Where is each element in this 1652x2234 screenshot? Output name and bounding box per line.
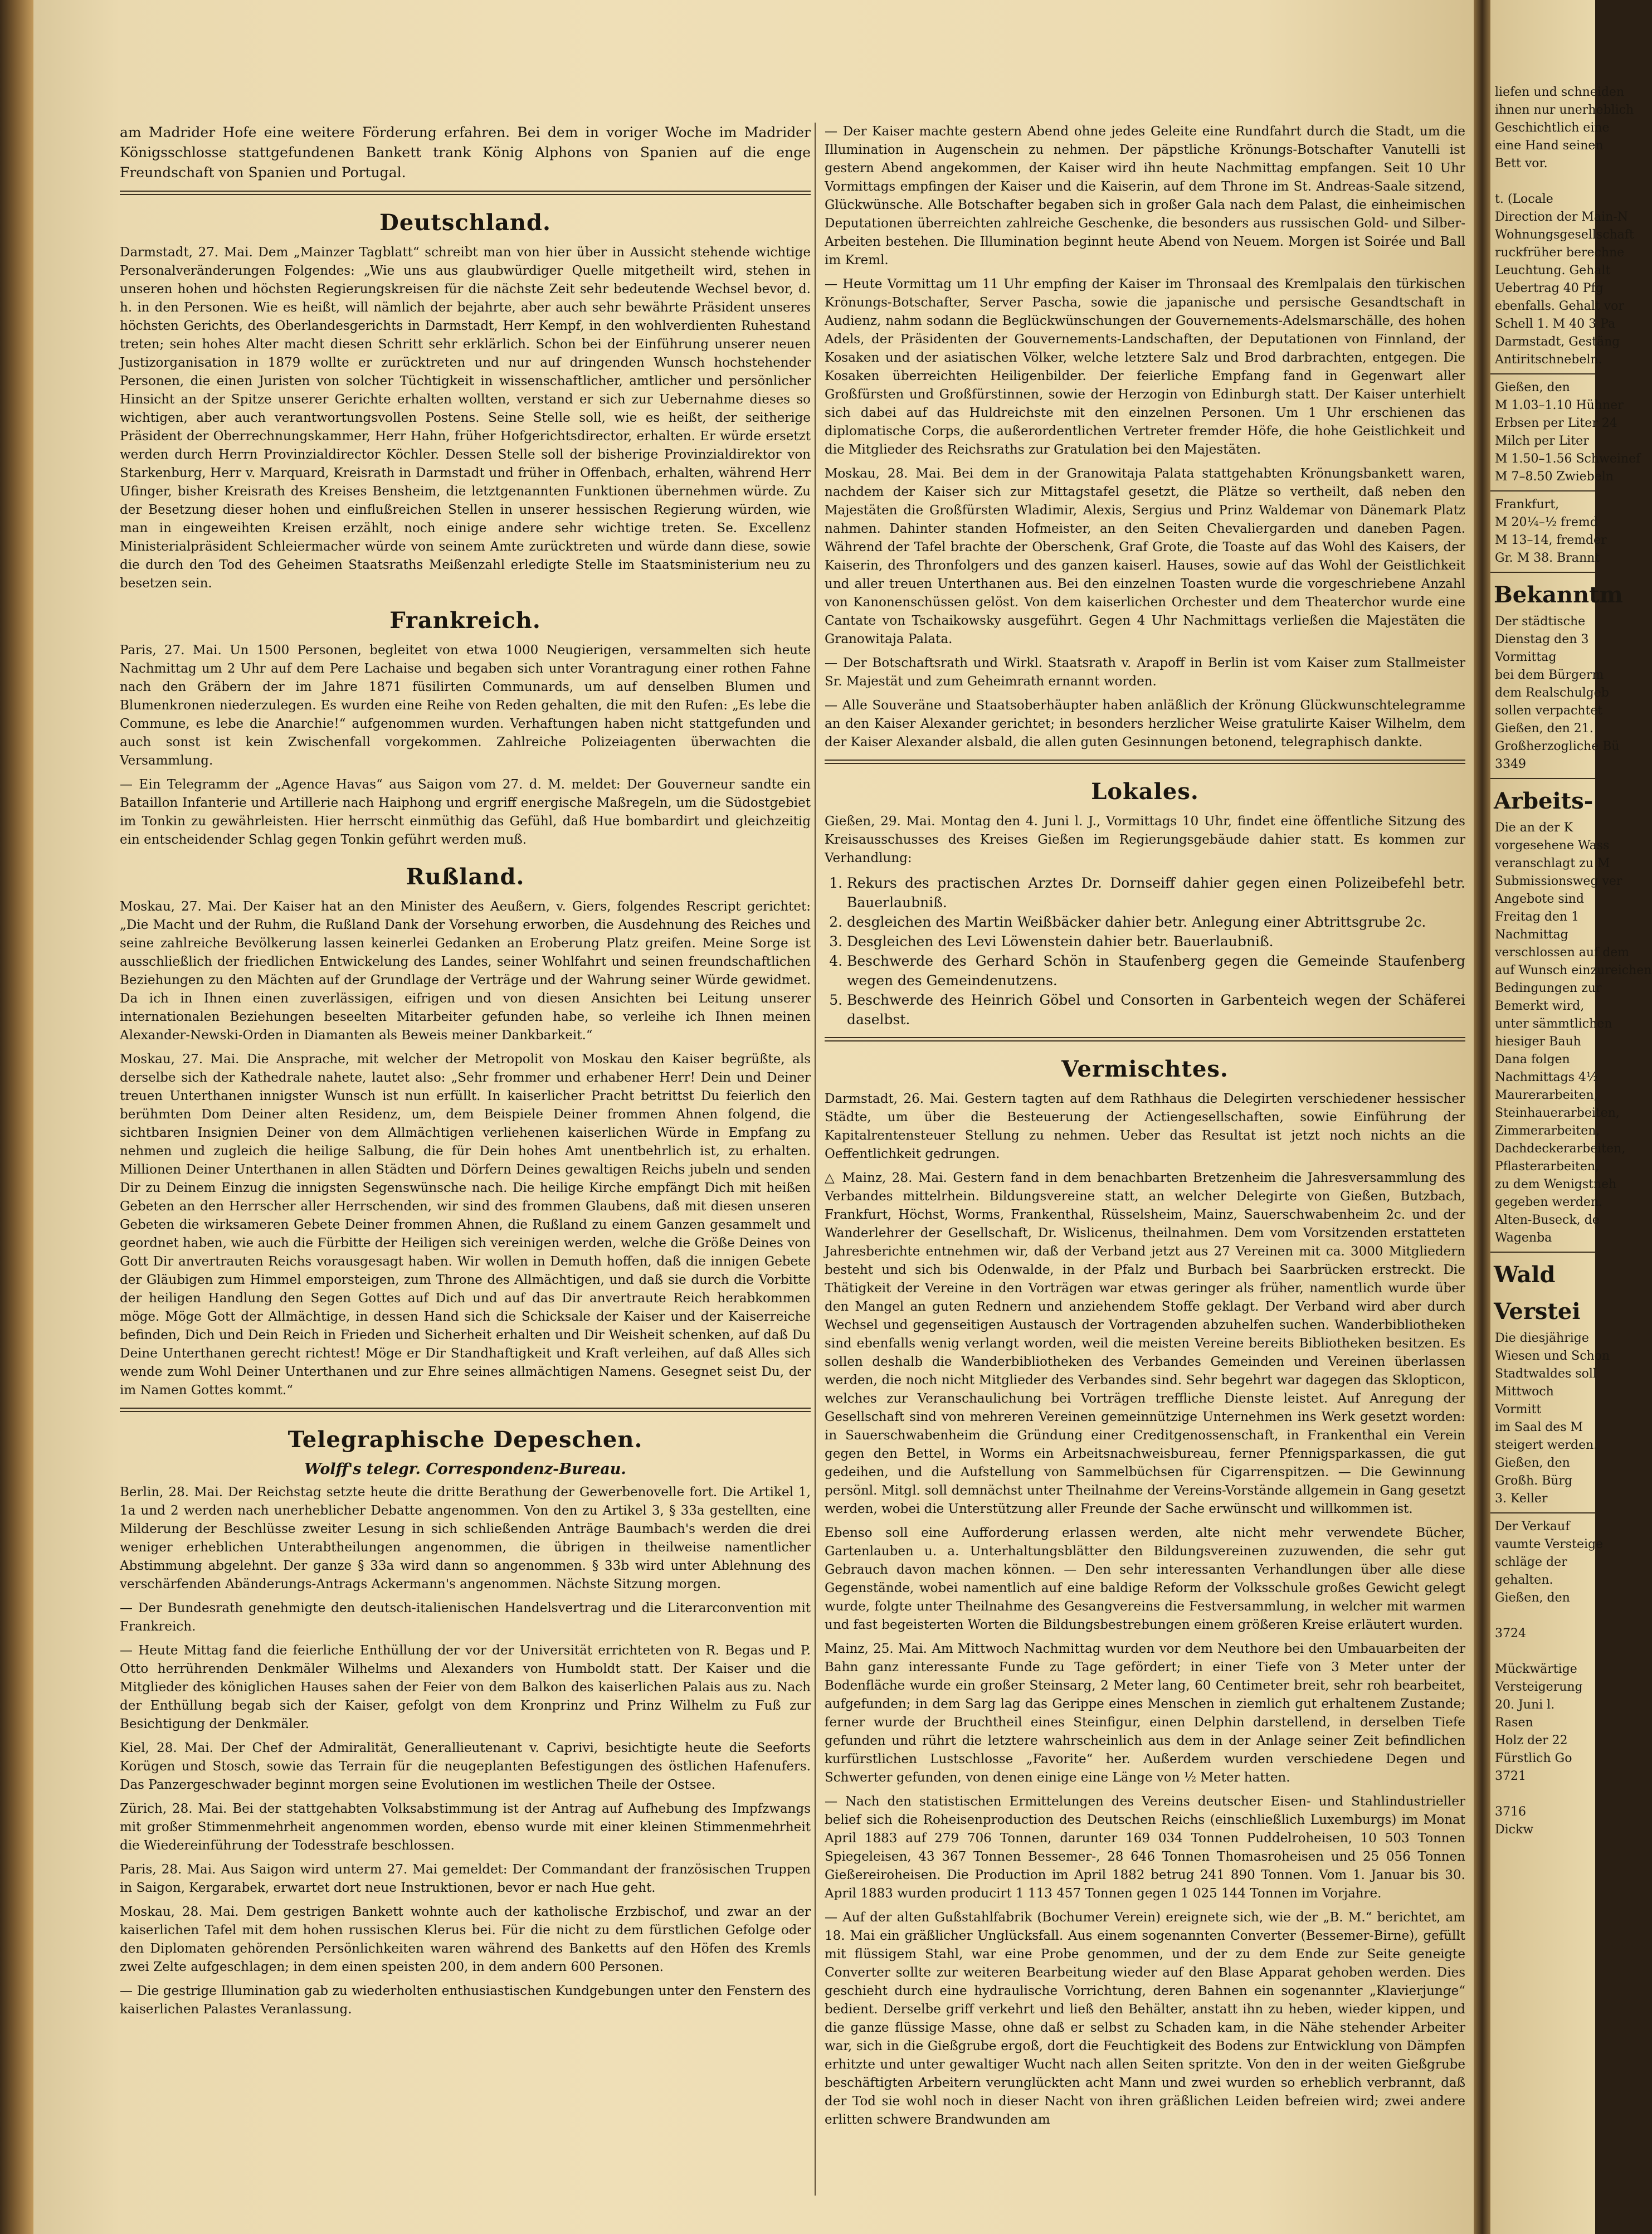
adjacent-text-line: Freitag den 1 (1495, 910, 1580, 924)
adjacent-text-line: Dachdeckerarbeiten, (1495, 1142, 1626, 1156)
adjacent-arbeits-lines (1490, 819, 1652, 1247)
list-item: 5. Beschwerde des Heinrich Göbel und Consorten in Garbenteich wegen der Schäferei daselbst. (847, 990, 1465, 1029)
adjacent-text-line: Frankfurt, (1495, 498, 1560, 512)
adjacent-rule (1490, 1252, 1595, 1253)
adjacent-rule (1490, 572, 1595, 573)
adjacent-text-line: 3. Keller (1495, 1492, 1548, 1506)
adjacent-rule (1490, 373, 1595, 374)
article-granowitaja: Moskau, 28. Mai. Bei dem in der Granowitaja Palata stattgehabten Krönungsbankett waren, nachdem der Kaiser sich zur Mittagstafel gesetzt, die Plätze so vertheilt, daß neben den Majestäten die Großfürsten Wladimir, Alexis, Sergius und Prinz Waldemar von Dänemark Platz nahmen. Dahinter standen Hofmeister, an den Seiten Chevaliergarden und daneben Pagen. Während der Tafel brachte der Oberschenk, Graf Grote, die Toaste auf das Wohl des Kaisers, der Kaiserin, des Thronfolgers und des ganzen kaiserl. Hauses, sowie auf das Wohl der Geistlichkeit und aller treuen Unterthanen aus. Bei den einzelnen Toasten wurde die vorgeschriebene Anzahl von Kanonenschüssen gelöst. Von dem kaiserlichen Orchester und dem Theaterchor wurde eine Cantate von Tschaikowsky ausgeführt. Gegen 4 Uhr Nachmittags verließen die Majestäten die Granowitaja Palata. (825, 466, 1465, 646)
telegram-paris: Paris, 28. Mai. Aus Saigon wird unterm 27. Mai gemeldet: Der Commandant der französischen Truppen in Saigon, Kergarabek, erwartet dort neue Instruktionen, bevor er nach Hue geht. (120, 1862, 811, 1895)
adjacent-text-line: ebenfalls. Gehalt vor (1495, 299, 1624, 313)
adjacent-bekanntm-lines (1490, 613, 1620, 773)
adjacent-verstei-lines (1490, 1330, 1610, 1508)
article-paris-2: — Ein Telegramm der „Agence Havas“ aus Saigon vom 27. d. M. meldet: Der Gouverneur sandte ein Bataillon Infanterie und Artillerie nach Haiphong und ergriff energische Maßregeln, um die Südostgebiet im Tonkin zu gewährleisten. Hier herrscht einmüthig das Gefühl, daß Hue bombardirt und gleichzeitig ein entscheidender Schlag gegen Tonkin geführt werden muß. (120, 777, 811, 847)
adjacent-rule (1490, 490, 1595, 491)
adjacent-text-line: vaumte Versteige (1495, 1537, 1604, 1551)
article-paris-1: Paris, 27. Mai. Un 1500 Personen, begleitet von etwa 1000 Neugierigen, versammelten sich heute Nachmittag um 2 Uhr auf dem Pere Lachaise und begaben sich unter Vorantragung einer rothen Fahne nach den Gräbern der im Jahre 1871 füsilirten Communards, um auf denselben Blumen und Blumenkronen niederzulegen. Es wurden eine Reihe von Reden gehalten, die mit den Rufen: „Es lebe die Commune, es lebe die Anarchie!“ aufgenommen wurden. Verhaftungen haben nicht stattgefunden und auch sonst ist kein Zwischenfall vorgekommen. Zahlreiche Polizeiagenten überwachten die Versammlung. (120, 643, 811, 768)
adjacent-market-lines (1490, 379, 1641, 486)
telegram-enthuellung: — Heute Mittag fand die feierliche Enthüllung der vor der Universität errichteten von R. Begas und P. Otto herrührenden Denkmäler Wilhelms und Alexanders von Humboldt statt. Der Kaiser und die Mitglieder des königlichen Hauses sahen der Feier von dem Balkon des kaiserlichen Palais aus zu. Nach der Enthüllung begab sich der Kaiser, gefolgt von dem Kronprinz und Prinz Wilhelm zu Fuß zur Besichtigung der Denkmäler. (120, 1643, 811, 1731)
article-souveraene: — Alle Souveräne und Staatsoberhäupter haben anläßlich der Krönung Glückwunschtelegramme an den Kaiser Alexander gerichtet; in besonders herzlicher Weise gratulirte Kaiser Wilhelm, dem der Kaiser Alexander alsbald, die allen guten Gesinnungen betonend, telegraphisch dankte. (825, 698, 1465, 749)
adjacent-text-line (1490, 1607, 1595, 1625)
list-item: 3. Desgleichen des Levi Löwenstein dahier betr. Bauerlaubniß. (847, 932, 1465, 951)
adjacent-text-line: Schell 1. M 40 3 Pa (1495, 317, 1616, 331)
adjacent-heading-bekanntmachung: Bekanntm (1494, 582, 1623, 608)
adjacent-text-line: M 13–14, fremder (1495, 533, 1607, 547)
adjacent-top-lines (1490, 84, 1634, 369)
adjacent-text-line: Pflasterarbeiten, (1495, 1160, 1600, 1174)
adjacent-text-line: Leuchtung. Gehalt (1495, 264, 1611, 278)
adjacent-text-line: liefen und schneiden (1495, 85, 1625, 99)
heading-russland: Rußland. (406, 864, 525, 890)
heading-lokales: Lokales. (1091, 778, 1199, 805)
section-rule (825, 1037, 1465, 1041)
adjacent-text-line: gegeben werden. (1495, 1195, 1603, 1209)
adjacent-text-line: t. (Locale (1495, 192, 1553, 206)
adjacent-text-line: auf Wunsch einzureichen (1495, 963, 1652, 977)
heading-vermischtes: Vermischtes. (1061, 1056, 1229, 1082)
article-roheisen-statistik: — Nach den statistischen Ermittelungen des Vereins deutscher Eisen- und Stahlindustrieller belief sich die Roheisenproduction des Deutschen Reichs (einschließlich Luxemburgs) im Monat April 1883 auf 279 706 Tonnen, darunter 169 034 Tonnen Puddelroheisen, 10 503 Tonnen Spiegeleisen, 43 367 Tonnen Bessemer-, 28 646 Tonnen Thomasroheisen und 25 056 Tonnen Gießereiroheisen. Die Production im April 1882 betrug 241 890 Tonnen. Vom 1. Januar bis 30. April 1883 wurden producirt 1 113 457 Tonnen gegen 1 025 144 Tonnen im Vorjahre. (825, 1794, 1465, 1901)
adjacent-text-line: Dickw (1495, 1823, 1534, 1837)
article-bochum-unfall: — Auf der alten Gußstahlfabrik (Bochumer Verein) ereignete sich, wie der „B. M.“ berichtet, am 18. Mai ein gräßlicher Unglücksfall. Aus einem sogenannten Converter (Bessemer-Birne), gefüllt mit flüssigem Stahl, war eine Probe genommen, und der zu dem Ende zur Seite geneigte Converter sollte zur weiteren Bearbeitung wieder auf den Blase Apparat gehoben werden. Dies geschieht durch eine hydraulische Vorrichtung, deren Bahnen ein sogenannter „Klavierjunge“ bedient. Derselbe griff verkehrt und ließ den Behälter, anstatt ihn zu heben, wieder kippen, und die ganze flüssige Masse, ohne daß er selbst zu Schaden kam, in die Nähe stehender Arbeiter war, sich in die Gießgrube ergoß, dort die Feuchtigkeit des Bodens zur Entwicklung von Dämpfen erhitzte und unter gewaltiger Wucht nach allen Seiten spritzte. Von den in der weiten Gießgrube beschäftigten Arbeitern verunglückten acht Mann und zwei wurden so erheblich verbrannt, daß der Tod sie wohl noch in dieser Nacht von ihren gräßlichen Leiden befreien wird; zwei andere erlitten schwere Brandwunden am (825, 1910, 1465, 2127)
adjacent-text-line: Wohnungsgesellschaft (1495, 228, 1634, 242)
adjacent-text-line: Darmstadt, Gestäng (1495, 335, 1620, 349)
article-aufforderung: Ebenso soll eine Aufforderung erlassen werden, alte nicht mehr verwendete Bücher, Gartenlauben u. a. Unterhaltungsblätter den Bildungsvereinen zuzuwenden, die sehr gut Gebrauch davon machen können. — Den sehr interessanten Verhandlungen über alle diese Gegenstände, wobei namentlich auf eine baldige Reform der Volksschule großes Gewicht gelegt wurde, folgte unter Theilnahme des Gesangvereins die Festversammlung, in welcher mit warmen und fast begeisterten Worten die Bildungsbestrebungen einem größeren Kreise erläutert wurden. (825, 1526, 1465, 1632)
article-darmstadt-delegirte: Darmstadt, 26. Mai. Gestern tagten auf dem Rathhaus die Delegirten verschiedener hessischer Städte, um über die Besteuerung der Actiengesellschaften, sowie Einführung der Kapitalrentensteuer Stellung zu nehmen. Ueber das Resultat ist jetzt noch nichts an die Oeffentlichkeit gedrungen. (825, 1092, 1465, 1161)
adjacent-text-line: im Saal des M (1495, 1420, 1583, 1434)
adjacent-text-line: Alten-Buseck, de (1495, 1213, 1600, 1227)
adjacent-text-line: gehalten. (1495, 1573, 1553, 1587)
adjacent-text-line: Submissionsweg ver (1495, 874, 1622, 888)
adjacent-rule (1490, 778, 1595, 779)
adjacent-text-line: Die diesjährige (1495, 1331, 1589, 1345)
list-item: 4. Beschwerde des Gerhard Schön in Staufenberg gegen die Gemeinde Staufenberg wegen des Gemeindenutzens. (847, 951, 1465, 990)
adjacent-text-line: Der Verkauf (1495, 1520, 1570, 1534)
adjacent-text-line: Gießen, den (1495, 1456, 1570, 1470)
adjacent-text-line: Nachmittag (1495, 928, 1568, 942)
adjacent-text-line: Direction der Main-N (1495, 210, 1628, 224)
section-rule (120, 1408, 811, 1412)
adjacent-text-line: Antiritschnebeln. (1495, 353, 1602, 367)
adjacent-text-line: ruckfrüher berechne (1495, 246, 1625, 260)
binding-gutter (1474, 0, 1490, 2234)
left-column (120, 123, 811, 2207)
adjacent-text-line: Bemerkt wird, (1495, 999, 1585, 1013)
heading-frankreich: Frankreich. (389, 607, 541, 634)
intro-paragraph: am Madrider Hofe eine weitere Förderung erfahren. Bei dem in voriger Woche im Madrider Königsschlosse stattgefundenen Bankett trank König Alphons von Spanien auf die enge Freundschaft von Spanien und Portugal. (120, 124, 811, 181)
adjacent-text-line: M 20¼–½ fremd (1495, 515, 1598, 529)
newspaper-page (33, 0, 1474, 2234)
heading-deutschland: Deutschland. (379, 210, 551, 236)
adjacent-text-line: Großherzogliche Bü (1495, 739, 1620, 753)
adjacent-text-line: Gr. M 38. Brannt (1495, 551, 1600, 565)
adjacent-text-line: schläge der (1495, 1555, 1567, 1569)
article-arapoff: — Der Botschaftsrath und Wirkl. Staatsrath v. Arapoff in Berlin ist vom Kaiser zum Stallmeister Sr. Majestät und zum Geheimrath ernannt worden. (825, 656, 1465, 689)
adjacent-text-line: verschlossen auf dem (1495, 946, 1630, 960)
article-moskau-ansprache: Moskau, 27. Mai. Die Ansprache, mit welcher der Metropolit von Moskau den Kaiser begrüßte, als derselbe sich der Kathedrale nahete, lautet also: „Sehr frommer und erhabener Herr! Dein und Deiner treuen Unterthanen innigster Wunsch ist nun erfüllt. In kaiserlicher Pracht betrittst Du feierlich den berühmten Dom Deiner alten Residenz, um, dem Beispiele Deiner frommen Ahnen folgend, die sichtbaren Insignien Deiner von dem Allmächtigen verliehenen kaiserlichen Würde in Empfang zu nehmen und zugleich die heilige Salbung, die für Dein hohes Amt unentbehrlich ist, zu erhalten. Millionen Deiner Unterthanen in allen Städten und Dörfern Deines gewaltigen Reichs jubeln und senden Dir zu Deinem Einzug die innigsten Segenswünsche nach. Die heilige Kirche empfängt Dich mit heißen Gebeten an den Herrscher aller Herrschenden, wir sind des frommen Glaubens, daß mit diesen unseren Gebeten die wirksameren Gebete Deiner frommen Ahnen, die Rußland zu einem Ganzen gesammelt und geordnet haben, wie auch die Fürbitte der Heiligen sich vereinigen werden, welche die Größe Deines von Gott Dir anvertrauten Reichs vorausgesagt haben. Wir wollen in Demuth hoffen, daß die innigen Gebete der Gläubigen zum Himmel emporsteigen, zum Throne des Allmächtigen, und daß sie durch die Vorbitte der heiligen Handlung den Segen Gottes auf Dich und auf das Dir anvertraute Reich herabkommen möge. Möge Gott der Allmächtige, in dessen Hand sich die Schicksale der Kaiser und der Kaiserreiche befinden, Dich und Dein Reich in Frieden und Sicherheit erhalten und Dir Weisheit schenken, auf daß Du Deine Unterthanen gerecht richtest! Möge er Dir Standhaftigkeit und Kraft verleihen, auf daß Alles sich wende zum Wohl Deiner Unterthanen und zur Ehre seines allmächtigen Namens. Gesegnet seist Du, der im Namen Gottes kommt.“ (120, 1052, 811, 1398)
adjacent-text-line: Erbsen per Liter 24 (1495, 416, 1617, 430)
adjacent-text-line: Bedingungen zur (1495, 981, 1602, 995)
telegram-illumination: — Die gestrige Illumination gab zu wiederholten enthusiastischen Kundgebungen unter den Fenstern des kaiserlichen Palastes Veranlassung. (120, 1984, 811, 2017)
adjacent-text-line: vorgesehene Wass (1495, 839, 1610, 853)
adjacent-text-line: Die an der K (1495, 821, 1573, 835)
adjacent-text-line: 3716 (1495, 1805, 1526, 1819)
adjacent-text-line: M 1.50–1.56 Schweinef (1495, 452, 1641, 466)
adjacent-text-line: Wagenba (1495, 1231, 1552, 1245)
adjacent-text-line (1490, 173, 1595, 191)
adjacent-text-line: Mückwärtige (1495, 1662, 1577, 1676)
telegram-moskau: Moskau, 28. Mai. Dem gestrigen Bankett wohnte auch der katholische Erzbischof, und zwar an der kaiserlichen Tafel mit dem hohen russischen Klerus bei. Für die nicht zu dem fürstlichen Gefolge oder den Diplomaten gehörenden Persönlichkeiten waren während des Banketts auf den Höfen des Kremls zwei Zelte aufgeschlagen; in dem einen speisten 200, in dem andern 600 Personen. (120, 1905, 811, 1974)
article-darmstadt: Darmstadt, 27. Mai. Dem „Mainzer Tagblatt“ schreibt man von hier über in Aussicht stehende wichtige Personalveränderungen Folgendes: „Wie uns aus glaubwürdiger Quelle mitgetheilt wird, stehen in unseren hohen und höchsten Regierungskreisen für die nächste Zeit sehr bedeutende Wechsel bevor, d. h. in den Personen. Wie es heißt, will nämlich der bejahrte, aber auch sehr bewährte Präsident unseres höchsten Gerichts, des Oberlandesgerichts in Darmstadt, Herr Kempf, in den wohlverdienten Ruhestand treten; sein hohes Alter macht diesen Schritt sehr erklärlich. Schon bei der Einführung unserer neuen Justizorganisation in 1879 wollte er zurücktreten und nur auf dringenden Wunsch hochstehender Personen, die einen Juristen von solcher Tüchtigkeit in wissenschaftlicher, amtlicher und persönlicher Hinsicht an der Spitze unserer Gerichte erhalten wollten, verstand er sich zur Uebernahme dieses so wichtigen, aber auch verantwortungsvollen Postens. Seine Stelle soll, wie es heißt, der seitherige Präsident der Oberrechnungskammer, Herr Hahn, früher Hofgerichtsdirector, erhalten. Er würde ersetzt werden durch Herrn Provinzialdirector Köchler. Dessen Stelle soll der bisherige Provinzialdirektor von Starkenburg, Herr v. Marquard, Kreisrath in Darmstadt und früher in Offenbach, erhalten, während Herr Ufinger, bisher Kreisrath des Kreises Bensheim, die letztgenannten Funktionen übernehmen würde. Zu der Besetzung dieser hohen und einflußreichen Stellen in unserer hessischen Regierung würden, wie man in eingeweihten Kreisen erzählt, noch einige andere sehr wichtige treten. Se. Excellenz Ministerialpräsident Schleiermacher würde von seinem Amte zurücktreten und würde dann diese, sowie die durch den Tod des Geheimen Staatsraths Meißenzahl erledigte Stelle im Staatsministerium neu zu besetzen sein. (120, 245, 811, 591)
adjacent-text-line: Uebertrag 40 Pfg (1495, 281, 1604, 295)
adjacent-text-line: 3349 (1495, 757, 1526, 771)
adjacent-text-line: Vormitt (1495, 1403, 1542, 1417)
column-divider (815, 123, 816, 2196)
adjacent-text-line: unter sämmtlichen (1495, 1017, 1612, 1031)
right-column (825, 123, 1465, 2207)
adjacent-text-line (1490, 1643, 1595, 1661)
adjacent-text-line: 20. Juni l. (1495, 1698, 1555, 1712)
adjacent-text-line: M 1.03–1.10 Hühner (1495, 398, 1624, 412)
section-rule (120, 191, 811, 195)
adjacent-text-line: Vormittag (1495, 650, 1557, 664)
heading-telegraphische-depeschen: Telegraphische Depeschen. (287, 1427, 643, 1453)
adjacent-text-line: veranschlagt zu M (1495, 856, 1610, 870)
adjacent-text-line: ihnen nur unerheblich (1495, 103, 1634, 117)
adjacent-heading-arbeits: Arbeits- (1494, 788, 1593, 814)
adjacent-text-line: eine Hand seinen (1495, 139, 1604, 153)
adjacent-text-line: bei dem Bürgerm (1495, 668, 1604, 682)
adjacent-text-line: zu dem Wenigstneh (1495, 1177, 1617, 1191)
adjacent-rule (1490, 1512, 1595, 1513)
adjacent-text-line: Der städtische (1495, 615, 1586, 629)
telegram-zuerich: Zürich, 28. Mai. Bei der stattgehabten Volksabstimmung ist der Antrag auf Aufhebung des Impfzwangs mit großer Stimmenmehrheit angenommen worden, ebenso wurde mit einer kleinen Stimmenmehrheit die Wiedereinführung der Todesstrafe beschlossen. (120, 1802, 811, 1853)
adjacent-heading-wald: Wald (1494, 1262, 1556, 1288)
adjacent-text-line: 3724 (1495, 1627, 1526, 1641)
adjacent-text-line: Großh. Bürg (1495, 1474, 1573, 1488)
subheading-wolff-bureau: Wolff's telegr. Correspondenz-Bureau. (304, 1461, 626, 1478)
adjacent-text-line: Steinhauerarbeiten, (1495, 1106, 1620, 1120)
adjacent-text-line: Gießen, den (1495, 1591, 1570, 1605)
adjacent-text-line: dem Realschulgeb (1495, 686, 1609, 700)
adjacent-text-line: Angebote sind (1495, 892, 1584, 906)
article-thronsaal: — Heute Vormittag um 11 Uhr empfing der Kaiser im Thronsaal des Kremlpalais den türkischen Krönungs-Botschafter, Server Pascha, sowie die japanische und persische Gesandtschaft in Audienz, nahm sodann die Beglückwünschungen der Gouvernements-Adelsmarschälle, des hohen Adels, der Präsidenten der Gouvernements-Landschaften, der Deputationen von Finnland, der Kosaken und der asiatischen Völker, welche letztere Salz und Brod darbrachten, entgegen. Die Kosaken überreichten Heiligenbilder. Der feierliche Empfang fand in Gegenwart aller Großfürsten und Großfürstinnen, sowie der Herzogin von Edinburgh statt. Der Kaiser unterhielt sich dabei auf das Huldreichste mit den einzelnen Personen. Um 1 Uhr erschienen das diplomatische Corps, die außerordentlichen Vertreter fremder Höfe, die hohe Geistlichkeit und die Mitglieder des Reichsraths zur Gratulation bei den Majestäten. (825, 277, 1465, 457)
adjacent-text-line: hiesiger Bauh (1495, 1035, 1581, 1049)
list-item: 1. Rekurs des practischen Arztes Dr. Dornseiff dahier gegen einen Polizeibefehl betr. Bauerlaubniß. (847, 873, 1465, 912)
adjacent-page-fragment (1490, 0, 1652, 2234)
adjacent-text-line: Maurerarbeiten, (1495, 1088, 1598, 1102)
article-mainz-bildungsvereine: △ Mainz, 28. Mai. Gestern fand in dem benachbarten Bretzenheim die Jahresversammlung des Verbandes mittelrhein. Bildungsvereine statt, an welcher Delegirte von Gießen, Butzbach, Frankfurt, Höchst, Worms, Frankenthal, Rüsselsheim, Mainz, Sauerschwabenheim 2c. und der Wanderlehrer der Gesellschaft, Dr. Wislicenus, theilnahmen. Dem vom Vorsitzenden erstatteten Jahresberichte entnehmen wir, daß der Verband jetzt aus 27 Vereinen mit ca. 3000 Mitgliedern besteht und sich bis Odenwalde, in der Pfalz und Burbach bei Saarbrücken erstreckt. Die Thätigkeit der Vereine in den Vorträgen war etwas geringer als früher, namentlich wurde über den Mangel an guten Rednern und anziehendem Stoffe geklagt. Der Verband wird aber durch Wechsel und gegenseitigen Austausch der Vortragenden abzuhelfen suchen. Wanderbibliotheken sind ebenfalls wenig verlangt worden, weil die meisten Vereine bereits Bibliotheken besitzen. Es sollen deshalb die Wanderbibliotheken des Verbandes Gemeinden und Vereinen überlassen werden, die noch nicht Mitglieder des Verbandes sind. Sehr begehrt war dagegen das Sklopticon, welches zur Veranschaulichung bei Vorträgen treffliche Dienste leistet. Auf Anregung der Gesellschaft sind von mehreren Vereinen gemeinnützige Unternehmen ins Werk gesetzt worden: in Sauerschwabenheim die Gründung einer Creditgenossenschaft, in Frankenthal ein Verein gegen den Bettel, in Worms ein Arbeitsnachweisbureau, ferner Pfennigsparkassen, die gut gedeihen, und die Aufstellung von Sammelbüchsen für Cigarrenspitzen. — Die Gewinnung persönl. Mitgl. soll demnächst unter Theilnahme der Vereins-Vorstände allgemein in Gang gesetzt werden, wobei die Unterstützung aller Freunde der Sache erwünscht und willkommen ist. (825, 1171, 1465, 1516)
adjacent-text-line: Milch per Liter (1495, 434, 1589, 448)
adjacent-text-line: Wiesen und Schon (1495, 1349, 1610, 1363)
adjacent-text-line: steigert werden. (1495, 1438, 1598, 1452)
adjacent-text-line: Holz der 22 (1495, 1734, 1568, 1748)
adjacent-text-line: sollen verpachtet (1495, 704, 1603, 718)
adjacent-heading-versteigerung: Verstei (1494, 1298, 1581, 1325)
adjacent-text-line: Mittwoch (1495, 1385, 1554, 1399)
adjacent-text-line: Versteigerung (1495, 1680, 1583, 1694)
adjacent-text-line: Stadtwaldes soll (1495, 1367, 1597, 1381)
adjacent-text-line: Nachmittags 4½ (1495, 1070, 1599, 1084)
adjacent-bottom-lines (1490, 1518, 1604, 1839)
telegram-berlin: Berlin, 28. Mai. Der Reichstag setzte heute die dritte Berathung der Gewerbenovelle fort. Die Artikel 1, 1a und 2 werden nach unerheblicher Debatte angenommen. Von den zu Artikel 3, § 33a gestellten, eine Milderung der Beschlüsse zweiter Lesung in sich schließenden Anträge Baumbach's werden die drei weniger erheblichen Unterabtheilungen angenommen, die übrigen in theilweise namentlicher Abstimmung abgelehnt. Der ganze § 33a wird dann so angenommen. § 33b wird unter Ablehnung des verschärfenden Abänderungs-Antrags Ackermann's angenommen. Nächste Sitzung morgen. (120, 1485, 811, 1591)
article-kaiser-rundfahrt: — Der Kaiser machte gestern Abend ohne jedes Geleite eine Rundfahrt durch die Stadt, um die Illumination in Augenschein zu nehmen. Der päpstliche Krönungs-Botschafter Vanutelli ist gestern Abend angekommen, der Kaiser wird ihn heute Nachmittag empfangen. Seit 10 Uhr Vormittags empfingen der Kaiser und die Kaiserin, auf dem Throne im St. Andreas-Saale sitzend, Glückwünsche. Alle Botschafter begaben sich in großer Gala nach dem Palast, die einheimischen Deputationen überreichten zahlreiche Geschenke, die besonders aus russischen Gold- und Silber-Arbeiten bestehen. Die Illumination beginnt heute Abend von Neuem. Morgen ist Soirée und Ball im Kreml. (825, 124, 1465, 267)
adjacent-text-line: Geschichtlich eine (1495, 121, 1610, 135)
adjacent-text-line (1490, 1785, 1595, 1803)
lokales-agenda-list (825, 873, 1465, 1029)
scan-left-edge (0, 0, 33, 2234)
adjacent-text-line: Gießen, den 21. (1495, 722, 1593, 736)
adjacent-text-line: Bett vor. (1495, 157, 1548, 171)
adjacent-text-line: Zimmerarbeiten, (1495, 1124, 1600, 1138)
adjacent-text-line: Fürstlich Go (1495, 1751, 1572, 1765)
adjacent-text-line: 3721 (1495, 1769, 1526, 1783)
lokales-intro: Gießen, 29. Mai. Montag den 4. Juni l. J., Vormittags 10 Uhr, findet eine öffentliche Sitzung des Kreisausschusses des Kreises Gießen im Regierungsgebäude dahier statt. Es kommen zur Verhandlung: (825, 814, 1465, 865)
adjacent-text-line: Dana folgen (1495, 1053, 1570, 1067)
section-rule (825, 760, 1465, 764)
article-mainz-funde: Mainz, 25. Mai. Am Mittwoch Nachmittag wurden vor dem Neuthore bei den Umbauarbeiten der Bahn ganz interessante Funde zu Tage gefördert; in einer Tiefe von 3 Meter unter der Bodenfläche wurde ein großer Steinsarg, 2 Meter lang, 60 Centimeter breit, sehr roh bearbeitet, aufgefunden; in dem Sarg lag das Gerippe eines Menschen in ziemlich gut erhaltenem Zustande; ferner wurde der Bruchtheil eines Steinfigur, einen Delphin darstellend, in derselben Tiefe gefunden und rührt die letztere wahrscheinlich aus dem in der Anlage seiner Zeit befindlichen kurfürstlichen Lustschlosse „Favorite“ her. Außerdem wurden verschiedene Degen und Schwerter gefunden, von denen einige eine Länge von ½ Meter hatten. (825, 1642, 1465, 1785)
list-item: 2. desgleichen des Martin Weißbäcker dahier betr. Anlegung einer Abtrittsgrube 2c. (847, 912, 1465, 932)
adjacent-text-line: Dienstag den 3 (1495, 632, 1589, 646)
telegram-kiel: Kiel, 28. Mai. Der Chef der Admiralität, Generallieutenant v. Caprivi, besichtigte heute die Seeforts Korügen und Stosch, sowie das Terrain für die neugeplanten Befestigungen des östlichen Hafenufers. Das Panzergeschwader beginnt morgen seine Evolutionen im westlichen Theile der Ostsee. (120, 1741, 811, 1792)
article-moskau-rescript: Moskau, 27. Mai. Der Kaiser hat an den Minister des Aeußern, v. Giers, folgendes Rescript gerichtet: „Die Macht und der Ruhm, die Rußland Dank der Vorsehung erworben, die Ausdehnung des Reiches und seine zahlreiche Bevölkerung lassen keinerlei Gedanken an Eroberung Platz greifen. Meine Sorge ist ausschließlich der friedlichen Entwickelung des Landes, seiner Wohlfahrt und seinen freundschaftlichen Beziehungen zu den Mächten auf der Grundlage der Verträge und der Wahrung seiner Würde gewidmet. Da ich in Ihnen einen zuverlässigen, eifrigen und von diesen Ansichten bei Leitung unserer internationalen Beziehungen beseelten Mitarbeiter gefunden habe, so verleihe ich Ihnen meinen Alexander-Newski-Orden in Diamanten als Beweis meiner Dankbarkeit.“ (120, 899, 811, 1043)
telegram-bundesrath: — Der Bundesrath genehmigte den deutsch-italienischen Handelsvertrag und die Literarconvention mit Frankreich. (120, 1601, 811, 1634)
adjacent-text-line: Rasen (1495, 1716, 1533, 1730)
adjacent-frankfurt-lines (1490, 496, 1607, 567)
adjacent-text-line: Gießen, den (1495, 381, 1570, 395)
adjacent-text-line: M 7–8.50 Zwiebeln (1495, 470, 1614, 484)
